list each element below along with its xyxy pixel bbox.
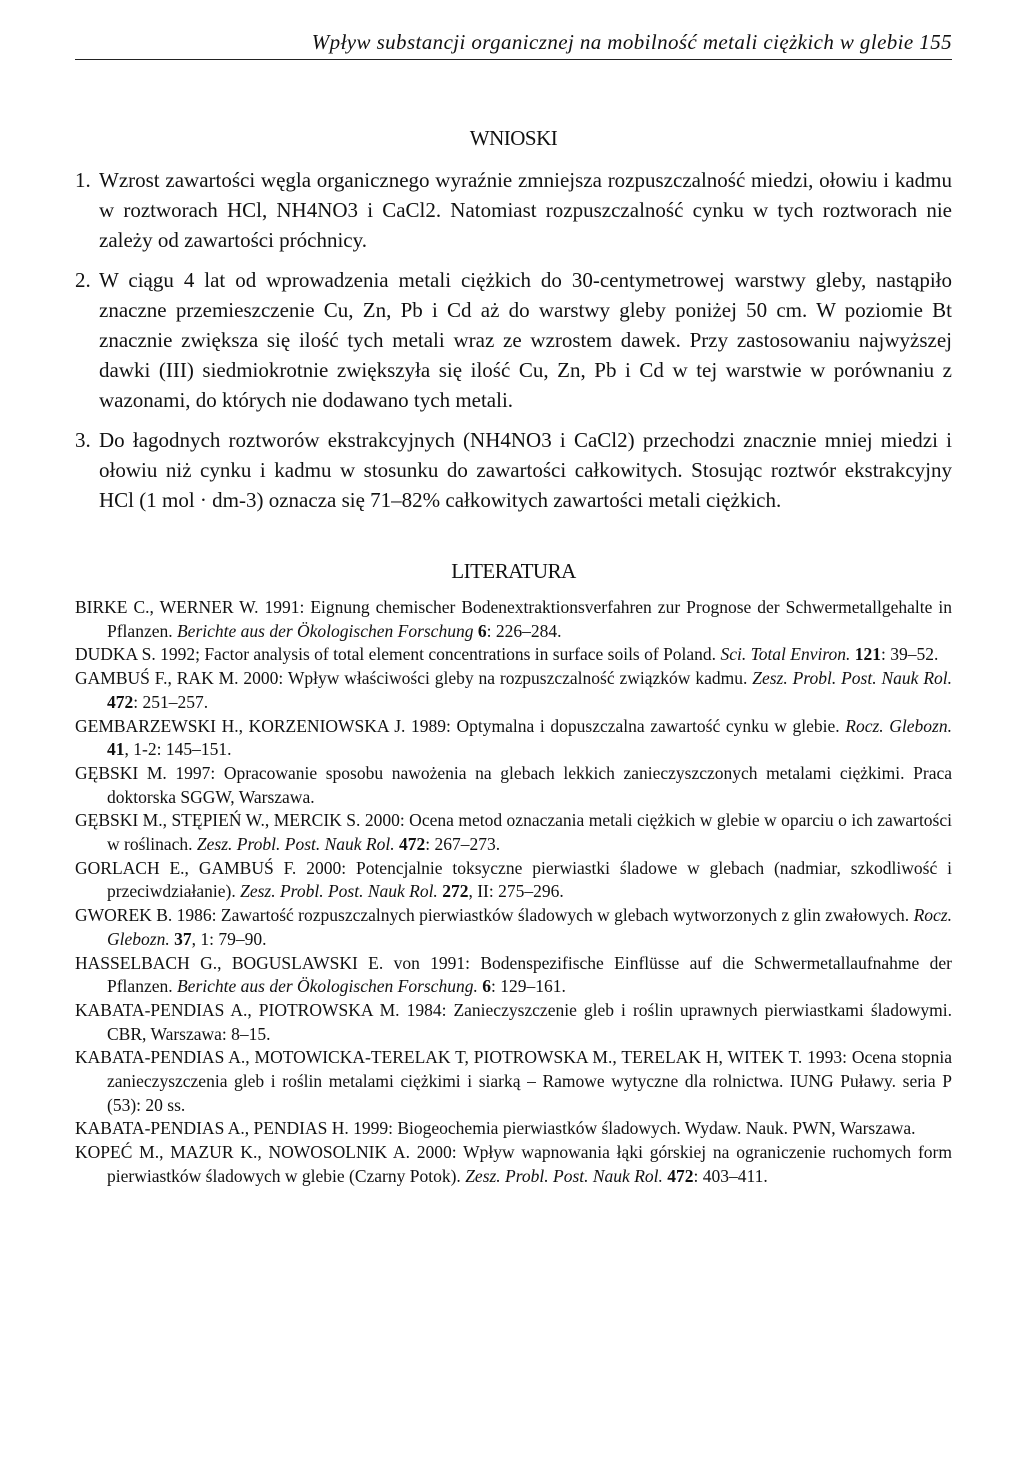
page [75, 30, 952, 1189]
conclusion-number: 3. [75, 428, 91, 452]
reference-venue: Berichte aus der Ökologischen Forschung. [176, 976, 478, 997]
reference-item [75, 857, 952, 904]
conclusion-item [75, 425, 952, 515]
reference-authors: GAMBUŚ F., RAK M. 2000: Wpływ właściwości gleby na rozpuszczalność związków kadmu. [75, 668, 748, 689]
reference-item [75, 952, 952, 999]
reference-pages: : 267–273. [425, 834, 501, 855]
reference-venue: Zesz. Probl. Post. Nauk Rol. [240, 881, 438, 902]
conclusion-number: 1. [75, 168, 91, 192]
reference-pages: : 403–411. [693, 1165, 768, 1186]
reference-item [75, 715, 952, 762]
reference-volume: 472 [107, 691, 134, 712]
conclusion-item [75, 265, 952, 415]
conclusions-heading: WNIOSKI [469, 126, 558, 150]
reference-venue: Zesz. Probl. Post. Nauk Rol. [465, 1165, 663, 1186]
reference-list [75, 596, 952, 1189]
reference-pages: , 1-2: 145–151. [124, 739, 232, 760]
reference-authors: KABATA-PENDIAS A., PENDIAS H. 1999: Biogeochemia pierwiastków śladowych. Wydaw. Nauk. PWN, Warszawa. [75, 1118, 916, 1139]
reference-authors: KOPEĆ M., MAZUR K., NOWOSOLNIK A. 2000: Wpływ wapnowania łąki górskiej na ograniczenie ruchomych form pierwiastków śladowych w glebie (Czarny Potok). [75, 1142, 952, 1186]
reference-authors: KABATA-PENDIAS A., PIOTROWSKA M. 1984: Zanieczyszczenie gleb i roślin uprawnych pierwiastkami śladowymi. CBR, Warszawa: 8–15. [75, 999, 952, 1044]
reference-venue: Zesz. Probl. Post. Nauk Rol. [752, 668, 953, 689]
reference-volume: 472 [398, 834, 426, 855]
conclusion-text: W ciągu 4 lat od wprowadzenia metali ciężkich do 30-centymetrowej warstwy gleby, nastąpiło znaczne przemieszczenie Cu, Zn, Pb i Cd aż do warstwy gleby poniżej 50 cm. W poziomie Bt znacznie zwiększa się ilość tych metali wraz ze wzrostem dawek. Przy zastosowaniu najwyższej dawki (III) siedmiokrotnie zwiększyła się ilość Cu, Zn, Pb i Cd w tej warstwie w porównaniu z wazonami, do których nie dodawano tych metali. [99, 268, 952, 412]
reference-volume: 6 [477, 620, 487, 641]
reference-item [75, 1117, 952, 1141]
reference-item [75, 999, 952, 1046]
reference-pages: , II: 275–296. [468, 881, 564, 902]
reference-volume: 6 [482, 976, 491, 997]
conclusion-text: Wzrost zawartości węgla organicznego wyraźnie zmniejsza rozpuszczalność miedzi, ołowiu i kadmu w roztworach HCl, NH4NO3 i CaCl2. Natomiast rozpuszczalność cynku w tych roztworach nie zależy od zawartości próchnicy. [99, 168, 952, 252]
reference-item [75, 809, 952, 856]
reference-venue: Zesz. Probl. Post. Nauk Rol. [196, 834, 395, 855]
reference-pages: : 226–284. [486, 620, 562, 641]
reference-item [75, 1046, 952, 1117]
reference-pages: : 129–161. [490, 976, 566, 997]
reference-item [75, 596, 952, 643]
reference-authors: KABATA-PENDIAS A., MOTOWICKA-TERELAK T, PIOTROWSKA M., TERELAK H, WITEK T. 1993: Ocena stopnia zanieczyszczenia gleb i roślin metalami ciężkimi i siarką – Ramowe wytyczne dla rolnictwa. IUNG Puławy. seria P (53): 20 ss. [75, 1047, 952, 1115]
reference-volume: 272 [442, 881, 469, 902]
reference-pages: , 1: 79–90. [191, 928, 267, 949]
conclusion-number: 2. [75, 268, 91, 292]
reference-pages: : 251–257. [133, 691, 209, 712]
reference-venue: Rocz. Glebozn. [845, 715, 952, 736]
reference-item [75, 643, 952, 667]
reference-volume: 472 [667, 1165, 694, 1186]
reference-item [75, 762, 952, 809]
reference-volume: 37 [174, 928, 192, 949]
literature-heading: LITERATURA [451, 559, 576, 583]
reference-authors: HASSELBACH G., BOGUSLAWSKI E. von 1991: Bodenspezifische Einflüsse auf die Schwermetallaufnahme der Pflanzen. [75, 952, 952, 997]
reference-venue: Sci. Total Environ. [720, 644, 851, 665]
reference-authors: GĘBSKI M., STĘPIEŃ W., MERCIK S. 2000: Ocena metod oznaczania metali ciężkich w glebie w oparciu o ich zawartości w roślinach. [75, 810, 952, 855]
reference-item [75, 667, 952, 714]
running-header: Wpływ substancji organicznej na mobilność metali ciężkich w glebie 155 [75, 30, 952, 60]
conclusion-item [75, 165, 952, 255]
conclusion-text: Do łagodnych roztworów ekstrakcyjnych (NH4NO3 i CaCl2) przechodzi znacznie mniej miedzi i ołowiu niż cynku i kadmu w stosunku do zawartości całkowitych. Stosując roztwór ekstrakcyjny HCl (1 mol · dm-3) oznacza się 71–82% całkowitych zawartości metali ciężkich. [99, 428, 952, 512]
reference-authors: BIRKE C., WERNER W. 1991: Eignung chemischer Bodenextraktionsverfahren zur Prognose der Schwermetallgehalte in Pflanzen. [75, 597, 952, 641]
reference-venue: Berichte aus der Ökologischen Forschung [176, 620, 474, 641]
reference-authors: GWOREK B. 1986: Zawartość rozpuszczalnych pierwiastków śladowych w glebach wytworzonych z glin zwałowych. [75, 905, 910, 926]
reference-venue: Rocz. Glebozn. [107, 905, 952, 949]
reference-authors: DUDKA S. 1992; Factor analysis of total element concentrations in surface soils of Poland. [75, 644, 717, 665]
reference-item [75, 1141, 952, 1188]
reference-volume: 121 [854, 644, 882, 665]
reference-pages: : 39–52. [881, 644, 939, 665]
reference-authors: GĘBSKI M. 1997: Opracowanie sposobu nawożenia na glebach lekkich zanieczyszczonych metalami ciężkimi. Praca doktorska SGGW, Warszawa. [75, 762, 952, 807]
reference-item [75, 904, 952, 951]
reference-authors: GEMBARZEWSKI H., KORZENIOWSKA J. 1989: Optymalna i dopuszczalna zawartość cynku w glebie. [75, 715, 840, 736]
conclusions-list [75, 165, 952, 515]
reference-authors: GORLACH E., GAMBUŚ F. 2000: Potencjalnie toksyczne pierwiastki śladowe w glebach (nadmiar, szkodliwość i przeciwdziałanie). [75, 857, 952, 902]
reference-volume: 41 [107, 739, 125, 760]
